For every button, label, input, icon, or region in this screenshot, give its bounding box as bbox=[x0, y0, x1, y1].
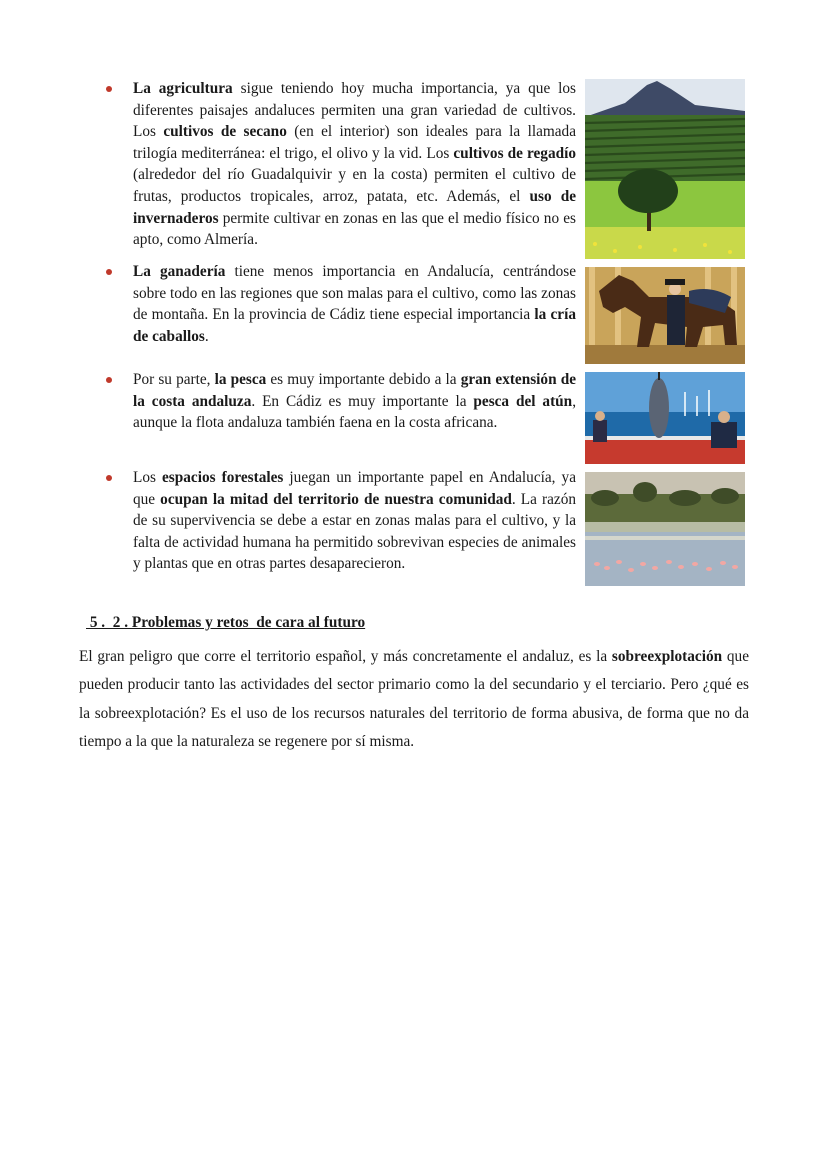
bullet-text bbox=[133, 261, 576, 347]
bullet-marker bbox=[106, 269, 112, 275]
bold-text: gran extensión de la costa andaluza bbox=[133, 371, 576, 410]
horse-photo bbox=[585, 267, 745, 364]
text-run: sigue teniendo hoy mucha importancia, ya que los diferentes paisajes andaluces permiten una gran variedad de cultivos. Los bbox=[133, 80, 576, 141]
text-run: juegan un importante papel en Andalucía, ya que bbox=[133, 469, 576, 508]
bold-text: uso de invernaderos bbox=[133, 187, 576, 227]
bold-text: pesca del atún bbox=[473, 392, 573, 410]
bold-text: la pesca bbox=[214, 371, 267, 388]
text-run: (alrededor del río Guadalquivir y en la costa) permiten el cultivo de frutas, productos tropicales, arroz, patata, etc. Además, el bbox=[133, 166, 576, 205]
text-run: permite cultivar en zonas en las que el medio físico no es apto, como Almería. bbox=[133, 209, 576, 249]
tuna-fishing-photo bbox=[585, 372, 745, 464]
text-run: . bbox=[204, 327, 209, 345]
bullet-text bbox=[133, 467, 576, 575]
bullet-marker bbox=[106, 475, 112, 481]
text-run: El gran peligro que corre el territorio español, y más concretamente el andaluz, es la bbox=[79, 648, 612, 665]
bullet-marker bbox=[106, 377, 112, 383]
text-run: , aunque la flota andaluza también faena en la costa africana. bbox=[133, 392, 577, 432]
text-run: . La razón de su supervivencia se debe a estar en zonas malas para el cultivo, y la falta de actividad humana ha permitido sobrevivan especies de animales y plantas que en otras partes desaparecieron. bbox=[133, 490, 576, 573]
bullet-forests bbox=[108, 467, 576, 575]
bold-text: cultivos de secano bbox=[163, 123, 287, 141]
wetland-flamingos-photo bbox=[585, 472, 745, 586]
text-run: . En Cádiz es muy importante la bbox=[251, 392, 474, 410]
section-heading: 5 . 2 . Problemas y retos de cara al futuro bbox=[86, 614, 366, 631]
text-run: es muy importante debido a la bbox=[266, 371, 461, 388]
bullet-agriculture bbox=[108, 78, 576, 251]
text-run: tiene menos importancia en Andalucía, centrándose sobre todo en las regiones que son malas para el cultivo, como las zonas de montaña. En la provincia de Cádiz tiene especial importancia bbox=[133, 263, 576, 324]
text-run: (en el interior) son ideales para la llamada trilogía mediterránea: el trigo, el olivo y la vid. Los bbox=[133, 123, 576, 162]
section-paragraph bbox=[79, 643, 749, 756]
bold-text: cultivos de regadío bbox=[453, 144, 577, 162]
bullet-livestock bbox=[108, 261, 576, 347]
bold-text: sobreexplotación bbox=[611, 648, 723, 665]
bold-text: La agricultura bbox=[133, 80, 233, 97]
bold-text: la cría de caballos bbox=[133, 306, 576, 345]
text-run: Los bbox=[133, 469, 163, 486]
bold-text: La ganadería bbox=[133, 263, 226, 280]
bold-text: espacios forestales bbox=[162, 469, 284, 486]
bullet-text bbox=[133, 78, 576, 251]
bullet-marker bbox=[106, 86, 112, 92]
agriculture-photo bbox=[585, 79, 745, 259]
bullet-fishing bbox=[108, 369, 576, 434]
text-run: que pueden producir tanto las actividades del sector primario como la del secundario y el terciario. Pero ¿qué es la sobreexplotación? Es el uso de los recursos naturales del territorio de forma abusiva, de forma que no da tiempo a la que la naturaleza se regenere por sí misma. bbox=[79, 648, 749, 750]
bold-text: ocupan la mitad del territorio de nuestra comunidad bbox=[160, 490, 512, 508]
text-run: Por su parte, bbox=[133, 371, 215, 388]
bullet-text bbox=[133, 369, 576, 434]
